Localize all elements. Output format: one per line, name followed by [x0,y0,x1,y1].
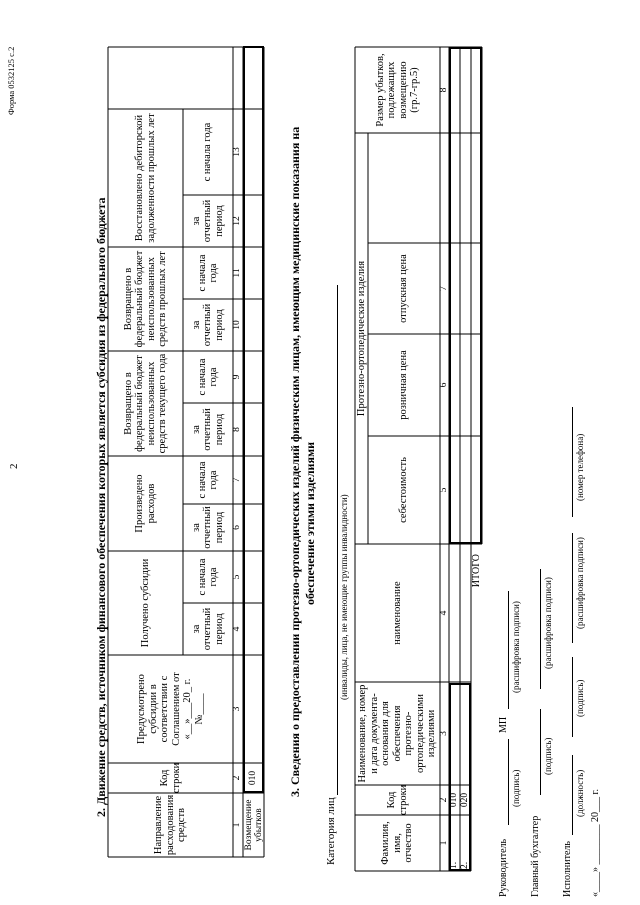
chief-signature-hint: (подпись) [543,737,553,775]
s2-provided-label: Предусмотрено субсидии в соответствии с Соглашением от [136,672,182,746]
s2-colnum-8: 8 [232,427,243,432]
s3-row2-no: 2. [459,861,470,869]
s2-colnum-4: 4 [232,626,243,632]
s2-colnum-12: 12 [232,216,243,226]
category-hint: (инвалиды, лица, не имеющие группы инвалидности) [339,494,349,700]
s2-row-name: Возмещение убытков [243,799,264,851]
chief-accountant-label: Главный бухгалтер [530,815,541,897]
s3-row1-code: 010 [448,792,459,808]
s2-agreement-date: «__»___20_ г. [182,678,193,740]
s2-sub-spent-ytd: с начала года [196,461,219,499]
chief-signature-line[interactable] [540,709,541,795]
stamp-label: МП [498,716,509,733]
s3-colnum-2: 2 [438,797,449,803]
s2-sub-received-ytd: с начала года [196,558,219,596]
date-line[interactable]: «____» ________ 20___ г. [590,789,601,897]
s3-colnum-8: 8 [438,87,449,93]
s3-col-fio: Фамилия, имя, отчество [380,821,415,865]
page-number: 2 [8,463,20,469]
s2-colnum-3: 3 [232,706,243,712]
chief-decode-hint: (расшифровка подписи) [543,577,553,669]
executor-decode-line[interactable] [572,533,573,643]
section3-title-line2: обеспечение этими изделиями [303,441,317,605]
s3-total-label: ИТОГО [470,554,482,588]
s2-col-returned-past: Возвращено в федеральный бюджет неиспользованных средств прошлых лет [122,250,168,348]
s2-col-restored: Восстановлено дебиторской задолженности прошлых лет [134,113,157,243]
head-signature-hint: (подпись) [511,769,521,807]
s3-colnum-7: 7 [438,286,449,291]
s3-col-loss: Размер убытков, подлежащих возмещению (гр.7-гр.5) [374,53,420,127]
s2-agreement-no: №____ [193,693,205,725]
s3-colnum-1: 1 [438,840,449,846]
s2-colnum-6: 6 [232,525,243,530]
s3-row2-code: 020 [459,792,470,808]
s3-col-document: Наименование, номер и дата документа-основания для обеспечения протезно-ортопедическими изделиями [357,684,438,783]
head-signature-line[interactable] [508,739,509,825]
s2-sub-retcur-period: за отчетный период [190,408,225,451]
s2-sub-retcur-ytd: с начала года [196,358,219,396]
s2-colnum-1: 1 [232,822,243,828]
s3-col-item-name: наименование [391,581,403,645]
form-code: Форма 0532125 с.2 [6,46,16,115]
s2-colnum-2: 2 [232,775,243,781]
s3-col-cost: себестоимость [398,457,410,523]
s3-col-items-group: Протезно-ортопедические изделия [355,260,367,417]
s2-sub-retpast-ytd: с начала года [196,254,219,292]
s2-colnum-11: 11 [232,268,243,278]
s3-colnum-6: 6 [438,382,449,388]
category-label: Категория лиц [325,797,337,865]
s3-colnum-4: 4 [438,610,449,616]
executor-label: Исполнитель [562,841,573,897]
s2-colnum-13: 13 [232,147,243,157]
s2-col-code: Код строки [159,762,182,794]
s2-sub-spent-period: за отчетный период [190,506,225,549]
s3-col-release: отпускная цена [398,254,410,323]
s3-colnum-3: 3 [438,731,449,736]
s3-col-retail: розничная цена [398,350,410,420]
s2-colnum-7: 7 [232,477,243,483]
head-label: Руководитель [498,838,509,897]
s3-colnum-5: 5 [438,487,449,493]
s3-col-code: Код строки [386,784,409,816]
head-decode-line[interactable] [508,591,509,709]
s2-col-direction: Направление расходования средств [153,794,188,856]
executor-decode-hint: (расшифровка подписи) [575,537,585,629]
s2-col-received: Получено субсидии [139,558,151,648]
executor-position-line[interactable] [572,755,573,835]
s3-row1-no: 1. [448,861,459,869]
s2-col-returned-current: Возвращено в федеральный бюджет неиспользованных средств текущего года [122,353,168,454]
executor-phone-line[interactable] [572,407,573,517]
executor-signature-line[interactable] [572,657,573,737]
executor-position-hint: (должность) [575,769,585,817]
s2-col-spent: Произведено расходов [134,474,157,533]
chief-decode-line[interactable] [540,569,541,689]
section2-title: 2. Движение средств, источником финансового обеспечения которых является субсидия из федерального бюджета [94,197,108,817]
executor-phone-hint: (номер телефона) [575,433,585,501]
s2-sub-restored-period: за отчетный период [190,199,225,243]
s2-colnum-5: 5 [232,574,243,580]
s2-colnum-9: 9 [232,374,243,380]
executor-signature-hint: (подпись) [575,679,585,717]
s2-sub-restored-ytd: с начала года [202,122,214,182]
section3-title-line1: 3. Сведения о предоставлении протезно-ортопедических изделий физическим лицам, имеющим медицинские показания на [288,126,302,797]
s2-colnum-10: 10 [232,320,243,330]
s2-sub-received-period: за отчетный период [190,607,225,651]
s2-sub-retpast-period: за отчетный период [190,303,225,347]
s2-row-code: 010 [247,770,258,786]
head-decode-hint: (расшифровка подписи) [511,601,521,693]
